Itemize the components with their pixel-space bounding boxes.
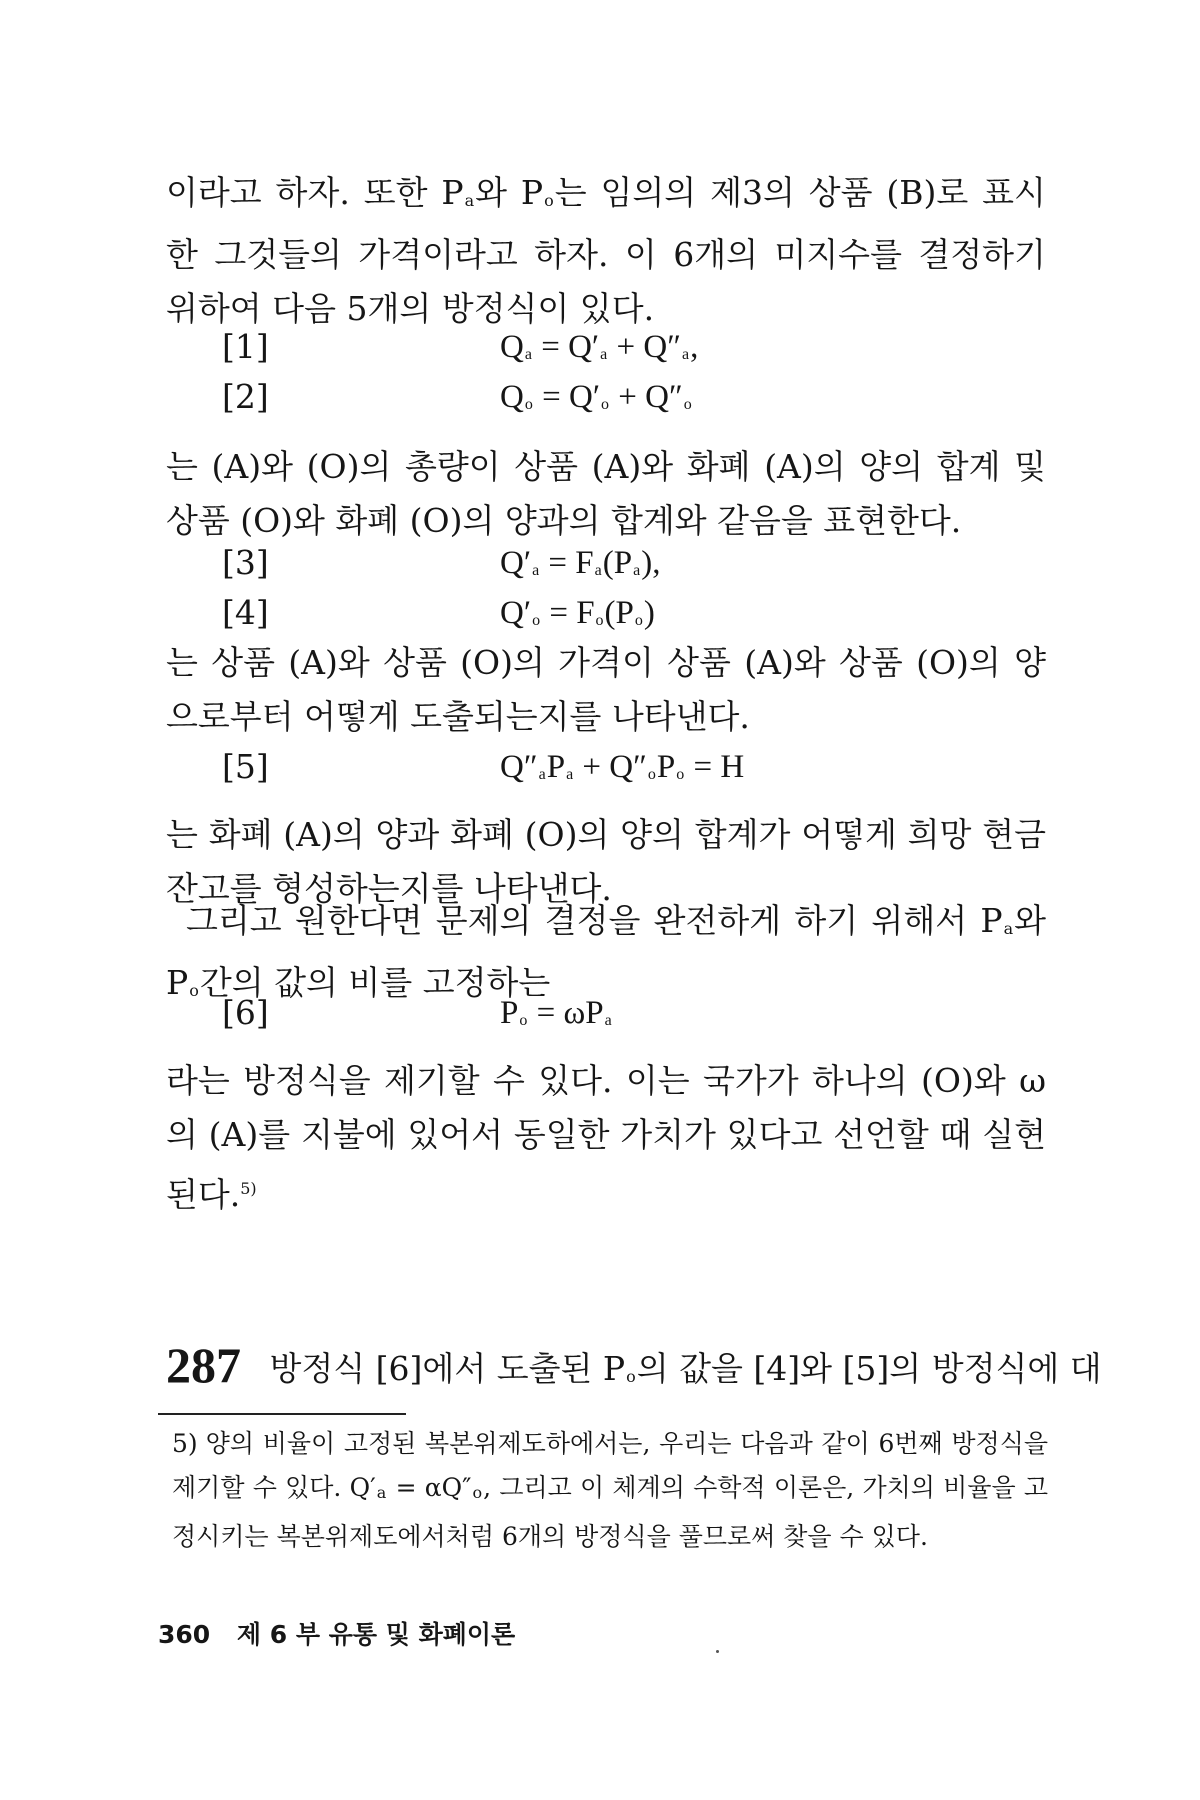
- paragraph-totals: 는 (A)와 (O)의 총량이 상품 (A)와 화폐 (A)의 양의 합계 및 상품 (O)와 화폐 (O)의 양과의 합계와 같음을 표현한다.: [166, 447, 1046, 540]
- equation-number: [3]: [222, 543, 269, 582]
- equation-formula: $Q'_o = F_o(P_o)$: [500, 595, 655, 631]
- equation-formula: $Q_o = Q'_o + Q''_o$: [500, 379, 692, 415]
- equation-number: [5]: [222, 747, 269, 786]
- equation-number: [4]: [222, 593, 269, 632]
- paragraph-prices: 는 상품 (A)와 상품 (O)의 가격이 상품 (A)와 상품 (O)의 양으로부터 어떻게 도출되는지를 나타낸다.: [166, 643, 1046, 736]
- equation-formula: $Q_a = Q'_a + Q''_a$,: [500, 329, 699, 365]
- equation-6: [0, 988, 1200, 1038]
- paragraph-state-text: 라는 방정식을 제기할 수 있다. 이는 국가가 하나의 (O)와 ω의 (A)를 지불에 있어서 동일한 가치가 있다고 선언할 때 실현된다.: [166, 1061, 1046, 1214]
- equation-5: [0, 742, 1200, 792]
- footnote-marker: 5): [172, 1429, 198, 1458]
- paragraph-cash-balance: 는 화폐 (A)의 양과 화폐 (O)의 양의 합계가 어떻게 희망 현금잔고를 형성하는지를 나타낸다.: [166, 815, 1046, 908]
- section-text: 방정식 [6]에서 도출된 $P_o$의 값을 [4]와 [5]의 방정식에 대: [269, 1349, 1102, 1388]
- footnote: [172, 1422, 1048, 1559]
- paragraph-ratio: 그리고 원한다면 문제의 결정을 완전하게 하기 위해서 $P_a$와 $P_o$간의 값의 비를 고정하는: [166, 901, 1046, 1002]
- scan-speck: [716, 1650, 719, 1653]
- footnote-reference: 5): [240, 1179, 257, 1198]
- equation-formula: $Q''_aP_a + Q''_oP_o = H$: [500, 749, 745, 785]
- footnote-divider: [158, 1413, 406, 1415]
- footnote-text: 양의 비율이 고정된 복본위제도하에서는, 우리는 다음과 같이 6번째 방정식을 제기할 수 있다. $Q'_a = \alpha Q''_o$, 그리고 이 체계의 수학적 이론은, 가치의 비율을 고정시키는 복본위제도에서처럼 6개의 방정식을 풀므로써 찾을 수 있다.: [172, 1429, 1049, 1551]
- equation-3: [0, 538, 1200, 588]
- equation-formula: $Q'_a = F_a(P_a)$,: [500, 545, 661, 581]
- equation-4: [0, 588, 1200, 638]
- equation-number: [2]: [222, 377, 269, 416]
- page-footer: [158, 1615, 515, 1651]
- equation-2: [0, 372, 1200, 422]
- running-footer: 제 6 부 유통 및 화폐이론: [236, 1620, 516, 1649]
- paragraph-state: [166, 1054, 1046, 1222]
- section-number: 287: [166, 1337, 241, 1393]
- page-number: 360: [158, 1620, 211, 1649]
- equation-number: [6]: [222, 993, 269, 1032]
- section-start: [166, 1335, 1102, 1407]
- equation-1: [0, 322, 1200, 372]
- equation-formula: $P_o = \omega P_a$: [500, 995, 612, 1031]
- paragraph-intro: 이라고 하자. 또한 $P_a$와 $P_o$는 임의의 제3의 상품 (B)로 표시한 그것들의 가격이라고 하자. 이 6개의 미지수를 결정하기 위하여 다음 5개의 방정식이 있다.: [166, 173, 1046, 328]
- equation-number: [1]: [222, 327, 269, 366]
